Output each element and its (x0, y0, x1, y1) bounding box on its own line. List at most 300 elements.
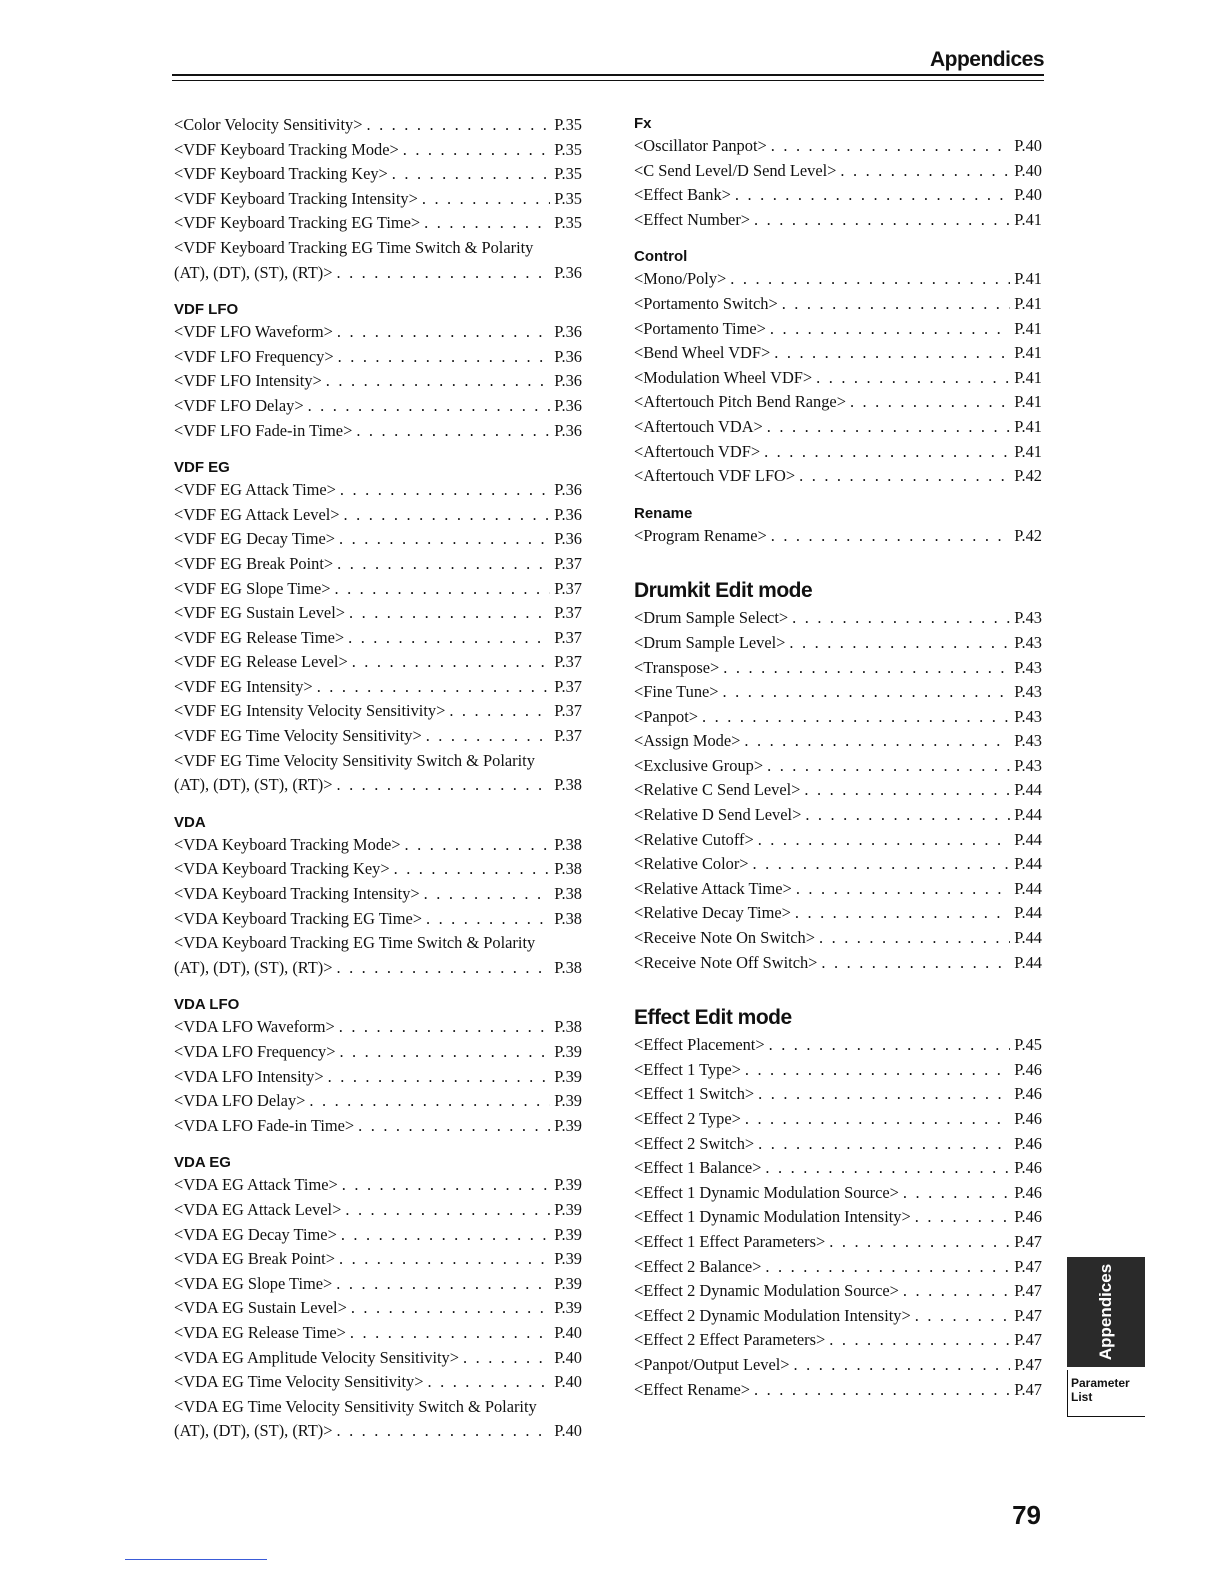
entry-page: P.43 (1014, 657, 1042, 677)
index-entry[interactable] (174, 503, 582, 528)
entry-label: <Panpot/Output Level> (634, 1354, 790, 1374)
entry-page: P.41 (1014, 343, 1042, 363)
dot-leader (774, 341, 1010, 366)
entry-label: <VDF EG Attack Level> (174, 504, 340, 524)
dot-leader (771, 524, 1010, 549)
index-entry[interactable] (634, 1156, 1042, 1181)
side-tab[interactable] (1067, 1257, 1145, 1367)
index-entry[interactable] (174, 675, 582, 700)
entry-page: P.40 (554, 1421, 582, 1441)
entry-page: P.44 (1014, 780, 1042, 800)
entry-page: P.47 (1014, 1330, 1042, 1350)
index-entry[interactable] (634, 1304, 1042, 1329)
entry-label: <Aftertouch VDF LFO> (634, 466, 796, 486)
side-tab-underline (1067, 1416, 1145, 1417)
index-entry[interactable] (634, 208, 1042, 233)
side-tab-sublabel-line1: Parameter (1071, 1376, 1130, 1390)
entry-page: P.43 (1014, 632, 1042, 652)
entry-page: P.42 (1014, 466, 1042, 486)
index-entry[interactable] (634, 1279, 1042, 1304)
index-entry[interactable] (174, 211, 582, 236)
entry-label: (AT), (DT), (ST), (RT)> (174, 1421, 333, 1441)
entry-label: <Panpot> (634, 706, 699, 726)
entry-label: <VDF EG Time Velocity Sensitivity> (174, 726, 422, 746)
dot-leader (340, 478, 550, 503)
dot-leader (758, 1132, 1010, 1157)
entry-page: P.47 (1014, 1379, 1042, 1399)
entry-label: <Effect 2 Type> (634, 1109, 741, 1128)
dot-leader (356, 419, 550, 444)
entry-label: <Exclusive Group> (634, 755, 764, 775)
index-entry[interactable] (174, 345, 582, 370)
index-entry[interactable] (634, 440, 1042, 465)
entry-label: <Effect Rename> (634, 1379, 751, 1399)
entry-label: <VDA EG Release Time> (174, 1322, 346, 1342)
entry-page: P.44 (1014, 854, 1042, 874)
index-entry[interactable] (174, 1015, 582, 1040)
dot-leader (337, 320, 550, 345)
entry-page: P.40 (1014, 185, 1042, 205)
entry-page: P.46 (1014, 1084, 1042, 1104)
index-entry[interactable] (174, 907, 582, 932)
entry-label: <VDA EG Break Point> (174, 1249, 335, 1269)
dot-leader (428, 1370, 551, 1395)
entry-label: <VDA Keyboard Tracking EG Time> (174, 908, 422, 928)
index-entry[interactable] (174, 1114, 582, 1139)
index-entry[interactable] (634, 292, 1042, 317)
index-entry[interactable] (174, 601, 582, 626)
entry-label: <Effect 2 Switch> (634, 1133, 755, 1153)
index-entry[interactable] (634, 1181, 1042, 1206)
index-entry[interactable] (634, 341, 1042, 366)
dot-leader (345, 1198, 550, 1223)
dot-leader (829, 1230, 1010, 1255)
dot-leader (338, 345, 551, 370)
dot-leader (394, 857, 551, 882)
index-entry[interactable] (634, 877, 1042, 902)
dot-leader (350, 1321, 550, 1346)
entry-page: P.44 (1014, 903, 1042, 923)
entry-label: <VDF EG Release Level> (174, 652, 348, 672)
section-heading: Control (634, 248, 688, 266)
entry-page: P.47 (1014, 1305, 1042, 1325)
dot-leader (342, 1173, 550, 1198)
dot-leader (792, 606, 1010, 631)
index-entry[interactable] (634, 317, 1042, 342)
index-entry[interactable] (174, 699, 582, 724)
index-entry[interactable] (634, 183, 1042, 208)
dot-leader (770, 317, 1010, 342)
index-entry[interactable] (174, 1065, 582, 1090)
index-entry[interactable] (634, 1107, 1042, 1132)
entry-page: P.41 (1014, 209, 1042, 229)
entry-label: <VDF EG Slope Time> (174, 578, 331, 598)
entry-page: P.37 (554, 603, 582, 623)
entry-label: <Effect 1 Type> (634, 1059, 741, 1079)
dot-leader (753, 852, 1011, 877)
entry-label: <Transpose> (634, 657, 720, 677)
index-entry[interactable] (174, 1040, 582, 1065)
index-entry[interactable] (174, 527, 582, 552)
index-entry[interactable] (634, 803, 1042, 828)
dot-leader (915, 1304, 1010, 1329)
index-entry[interactable] (174, 1346, 582, 1371)
entry-page: P.43 (1014, 608, 1042, 628)
entry-label: <VDA LFO Waveform> (174, 1017, 335, 1037)
dot-leader (754, 1378, 1010, 1403)
index-entry[interactable] (174, 1247, 582, 1272)
index-entry[interactable] (634, 1033, 1042, 1058)
index-entry[interactable] (174, 626, 582, 651)
entry-label: <VDF EG Attack Time> (174, 480, 336, 500)
index-entry[interactable] (174, 187, 582, 212)
index-entry[interactable] (174, 113, 582, 138)
dot-leader (309, 1089, 550, 1114)
entry-label: <Oscillator Panpot> (634, 136, 767, 155)
dot-leader (405, 833, 551, 858)
entry-page: P.44 (1014, 928, 1042, 948)
dot-leader (336, 956, 550, 981)
entry-label: <Effect 2 Dynamic Modulation Source> (634, 1281, 899, 1301)
entry-page: P.40 (1014, 136, 1042, 155)
entry-page: P.36 (554, 420, 582, 440)
dot-leader (903, 1279, 1010, 1304)
entry-label: <VDF EG Sustain Level> (174, 603, 345, 623)
entry-label: <Effect 2 Balance> (634, 1256, 762, 1276)
entry-label: <VDA EG Amplitude Velocity Sensitivity> (174, 1347, 459, 1367)
entry-page: P.38 (554, 775, 582, 795)
index-entry[interactable] (174, 1370, 582, 1395)
bottom-link-line (125, 1559, 267, 1560)
entry-label: <Portamento Time> (634, 318, 766, 338)
index-entry[interactable] (174, 1223, 582, 1248)
index-entry[interactable] (174, 1089, 582, 1114)
entry-label: (AT), (DT), (ST), (RT)> (174, 262, 333, 282)
index-entry[interactable] (634, 1255, 1042, 1280)
index-entry[interactable] (174, 1198, 582, 1223)
entry-label: <Relative Decay Time> (634, 903, 791, 923)
index-entry[interactable] (634, 778, 1042, 803)
index-entry[interactable] (634, 524, 1042, 549)
index-entry[interactable] (634, 828, 1042, 853)
index-entry[interactable] (174, 857, 582, 882)
entry-label: <Aftertouch Pitch Bend Range> (634, 392, 846, 412)
index-entry-continued: <VDA Keyboard Tracking EG Time Switch & Polarity (174, 933, 536, 953)
index-entry[interactable] (174, 419, 582, 444)
index-entry[interactable] (634, 1058, 1042, 1083)
dot-leader (336, 773, 550, 798)
index-entry[interactable] (634, 1353, 1042, 1378)
dot-leader (804, 778, 1010, 803)
section-heading: VDA LFO (174, 996, 240, 1014)
entry-label: <VDF EG Break Point> (174, 553, 334, 573)
index-entry-continued: <VDA EG Time Velocity Sensitivity Switch & Polarity (174, 1396, 537, 1416)
dot-leader (392, 162, 550, 187)
dot-leader (758, 1082, 1010, 1107)
section-heading: VDA (174, 813, 206, 831)
header-rule (172, 74, 1044, 76)
dot-leader (816, 366, 1010, 391)
entry-page: P.44 (1014, 805, 1042, 825)
entry-page: P.39 (554, 1273, 582, 1293)
index-entry[interactable] (634, 390, 1042, 415)
entry-page: P.40 (554, 1322, 582, 1342)
entry-page: P.46 (1014, 1059, 1042, 1079)
entry-page: P.37 (554, 726, 582, 746)
header-rule-thin (172, 80, 1044, 81)
entry-label: <Effect 1 Dynamic Modulation Source> (634, 1182, 899, 1202)
index-entry[interactable] (174, 320, 582, 345)
entry-page: P.45 (1014, 1035, 1042, 1055)
entry-page: P.39 (554, 1298, 582, 1318)
entry-page: P.39 (554, 1175, 582, 1195)
entry-label: <VDF Keyboard Tracking EG Time> (174, 213, 421, 233)
entry-label: <Aftertouch VDA> (634, 416, 763, 436)
left-column (174, 113, 582, 1444)
index-entry[interactable] (634, 901, 1042, 926)
dot-leader (771, 134, 1010, 159)
entry-label: <VDA EG Decay Time> (174, 1224, 337, 1244)
dot-leader (764, 440, 1010, 465)
entry-label: <Effect Bank> (634, 185, 731, 205)
index-entry[interactable] (174, 478, 582, 503)
entry-page: P.35 (554, 164, 582, 184)
dot-leader (426, 907, 550, 932)
dot-leader (336, 1419, 550, 1444)
entry-label: <Mono/Poly> (634, 269, 727, 289)
entry-label: <Effect 1 Effect Parameters> (634, 1231, 826, 1251)
dot-leader (730, 267, 1010, 292)
dot-leader (351, 1296, 550, 1321)
index-entry[interactable] (174, 1173, 582, 1198)
index-entry[interactable] (174, 956, 582, 981)
dot-leader (336, 1272, 550, 1297)
dot-leader (758, 828, 1011, 853)
dot-leader (366, 113, 550, 138)
dot-leader (308, 394, 551, 419)
dot-leader (745, 1107, 1010, 1132)
index-entry[interactable] (634, 926, 1042, 951)
entry-label: <VDF LFO Frequency> (174, 346, 334, 366)
dot-leader (799, 464, 1010, 489)
entry-page: P.46 (1014, 1158, 1042, 1178)
index-entry[interactable] (174, 162, 582, 187)
entry-page: P.43 (1014, 731, 1042, 751)
entry-page: P.38 (554, 908, 582, 928)
dot-leader (352, 650, 551, 675)
index-entry[interactable] (634, 464, 1042, 489)
entry-page: P.39 (554, 1224, 582, 1244)
entry-page: P.47 (1014, 1231, 1042, 1251)
index-entry[interactable] (174, 1419, 582, 1444)
index-entry[interactable] (634, 1230, 1042, 1255)
entry-page: P.35 (554, 213, 582, 233)
entry-page: P.47 (1014, 1281, 1042, 1301)
index-entry[interactable] (634, 1205, 1042, 1230)
entry-label: <VDA EG Time Velocity Sensitivity> (174, 1372, 424, 1392)
dot-leader (337, 552, 550, 577)
entry-page: P.44 (1014, 878, 1042, 898)
entry-page: P.41 (1014, 367, 1042, 387)
entry-page: P.40 (554, 1347, 582, 1367)
dot-leader (765, 1156, 1010, 1181)
entry-label: <VDA LFO Intensity> (174, 1066, 324, 1086)
dot-leader (754, 208, 1010, 233)
dot-leader (348, 626, 550, 651)
dot-leader (339, 1247, 550, 1272)
dot-leader (723, 656, 1010, 681)
entry-page: P.41 (1014, 318, 1042, 338)
index-entry[interactable] (174, 650, 582, 675)
entry-page: P.41 (1014, 269, 1042, 289)
index-entry[interactable] (634, 159, 1042, 184)
entry-label: <VDA Keyboard Tracking Key> (174, 859, 390, 879)
dot-leader (463, 1346, 550, 1371)
entry-label: <Receive Note Off Switch> (634, 952, 818, 972)
entry-page: P.35 (554, 115, 582, 134)
index-entry[interactable] (634, 729, 1042, 754)
entry-label: <Color Velocity Sensitivity> (174, 115, 363, 134)
entry-label: <Modulation Wheel VDF> (634, 367, 813, 387)
entry-page: P.43 (1014, 706, 1042, 726)
entry-page: P.43 (1014, 682, 1042, 702)
entry-page: P.40 (1014, 160, 1042, 180)
index-entry[interactable] (174, 1296, 582, 1321)
index-entry[interactable] (174, 1321, 582, 1346)
index-entry[interactable] (634, 852, 1042, 877)
index-entry[interactable] (634, 656, 1042, 681)
index-entry[interactable] (634, 680, 1042, 705)
index-entry[interactable] (174, 882, 582, 907)
entry-page: P.44 (1014, 952, 1042, 972)
index-entry[interactable] (634, 1132, 1042, 1157)
dot-leader (850, 390, 1010, 415)
index-entry[interactable] (174, 773, 582, 798)
index-entry[interactable] (634, 415, 1042, 440)
entry-label: <VDA EG Attack Time> (174, 1175, 338, 1195)
entry-page: P.38 (554, 957, 582, 977)
dot-leader (424, 882, 551, 907)
index-entry[interactable] (634, 366, 1042, 391)
dot-leader (328, 1065, 551, 1090)
entry-label: <Drum Sample Level> (634, 632, 786, 652)
dot-leader (723, 680, 1011, 705)
entry-page: P.38 (554, 834, 582, 854)
entry-page: P.36 (554, 529, 582, 549)
entry-page: P.36 (554, 371, 582, 391)
dot-leader (840, 159, 1010, 184)
index-entry[interactable] (634, 1328, 1042, 1353)
entry-label: <VDF LFO Waveform> (174, 322, 333, 342)
index-entry[interactable] (174, 138, 582, 163)
entry-page: P.39 (554, 1091, 582, 1111)
entry-label: <VDF LFO Fade-in Time> (174, 420, 353, 440)
entry-page: P.36 (554, 480, 582, 500)
page-number: 79 (1012, 1500, 1041, 1530)
index-entry[interactable] (174, 369, 582, 394)
dot-leader (795, 901, 1010, 926)
entry-label: <Effect Number> (634, 209, 751, 229)
dot-leader (424, 211, 550, 236)
entry-label: <VDF EG Decay Time> (174, 529, 335, 549)
index-entry[interactable] (634, 754, 1042, 779)
index-entry[interactable] (174, 833, 582, 858)
entry-page: P.37 (554, 676, 582, 696)
mode-heading: Drumkit Edit mode (634, 579, 813, 603)
entry-label: <VDA EG Slope Time> (174, 1273, 333, 1293)
entry-page: P.36 (554, 395, 582, 415)
entry-page: P.44 (1014, 829, 1042, 849)
entry-page: P.37 (554, 578, 582, 598)
dot-leader (769, 1033, 1011, 1058)
dot-leader (745, 1058, 1010, 1083)
entry-page: P.37 (554, 553, 582, 573)
entry-page: P.39 (554, 1199, 582, 1219)
entry-label: <Relative C Send Level> (634, 780, 801, 800)
index-entry[interactable] (174, 552, 582, 577)
dot-leader (903, 1181, 1010, 1206)
section-heading: VDA EG (174, 1154, 231, 1172)
index-entry[interactable] (174, 1272, 582, 1297)
entry-page: P.43 (1014, 755, 1042, 775)
dot-leader (422, 187, 550, 212)
dot-leader (829, 1328, 1010, 1353)
section-heading: VDF EG (174, 459, 230, 477)
index-entry[interactable] (174, 394, 582, 419)
index-entry[interactable] (174, 577, 582, 602)
dot-leader (735, 183, 1010, 208)
side-tab-sublabel-line2: List (1071, 1390, 1093, 1404)
entry-label: <Relative D Send Level> (634, 805, 802, 825)
index-entry[interactable] (634, 134, 1042, 159)
entry-page: P.36 (554, 346, 582, 366)
entry-label: <Assign Mode> (634, 731, 741, 751)
index-entry[interactable] (634, 705, 1042, 730)
dot-leader (358, 1114, 550, 1139)
entry-label: <Drum Sample Select> (634, 608, 789, 628)
index-entry[interactable] (634, 267, 1042, 292)
index-entry[interactable] (634, 951, 1042, 976)
entry-label: <Relative Color> (634, 854, 749, 874)
entry-label: <Effect 1 Balance> (634, 1158, 762, 1178)
dot-leader (796, 877, 1010, 902)
entry-label: <Program Rename> (634, 525, 767, 545)
entry-page: P.36 (554, 322, 582, 342)
index-entry[interactable] (634, 631, 1042, 656)
dot-leader (317, 675, 551, 700)
dot-leader (794, 1353, 1011, 1378)
index-entry[interactable] (634, 1378, 1042, 1403)
entry-label: <Effect Placement> (634, 1035, 765, 1055)
entry-label: <Effect 2 Effect Parameters> (634, 1330, 826, 1350)
index-entry[interactable] (174, 261, 582, 286)
entry-page: P.39 (554, 1042, 582, 1061)
dot-leader (767, 415, 1010, 440)
entry-label: <VDF Keyboard Tracking Mode> (174, 139, 399, 159)
dot-leader (344, 503, 551, 528)
dot-leader (821, 951, 1010, 976)
dot-leader (915, 1205, 1010, 1230)
dot-leader (789, 631, 1010, 656)
index-entry[interactable] (174, 724, 582, 749)
entry-label: <VDF LFO Delay> (174, 395, 304, 415)
index-entry[interactable] (634, 1082, 1042, 1107)
dot-leader (339, 1015, 550, 1040)
entry-page: P.41 (1014, 441, 1042, 461)
index-entry[interactable] (634, 606, 1042, 631)
entry-page: P.46 (1014, 1207, 1042, 1227)
page-header-title: Appendices (929, 48, 1044, 71)
